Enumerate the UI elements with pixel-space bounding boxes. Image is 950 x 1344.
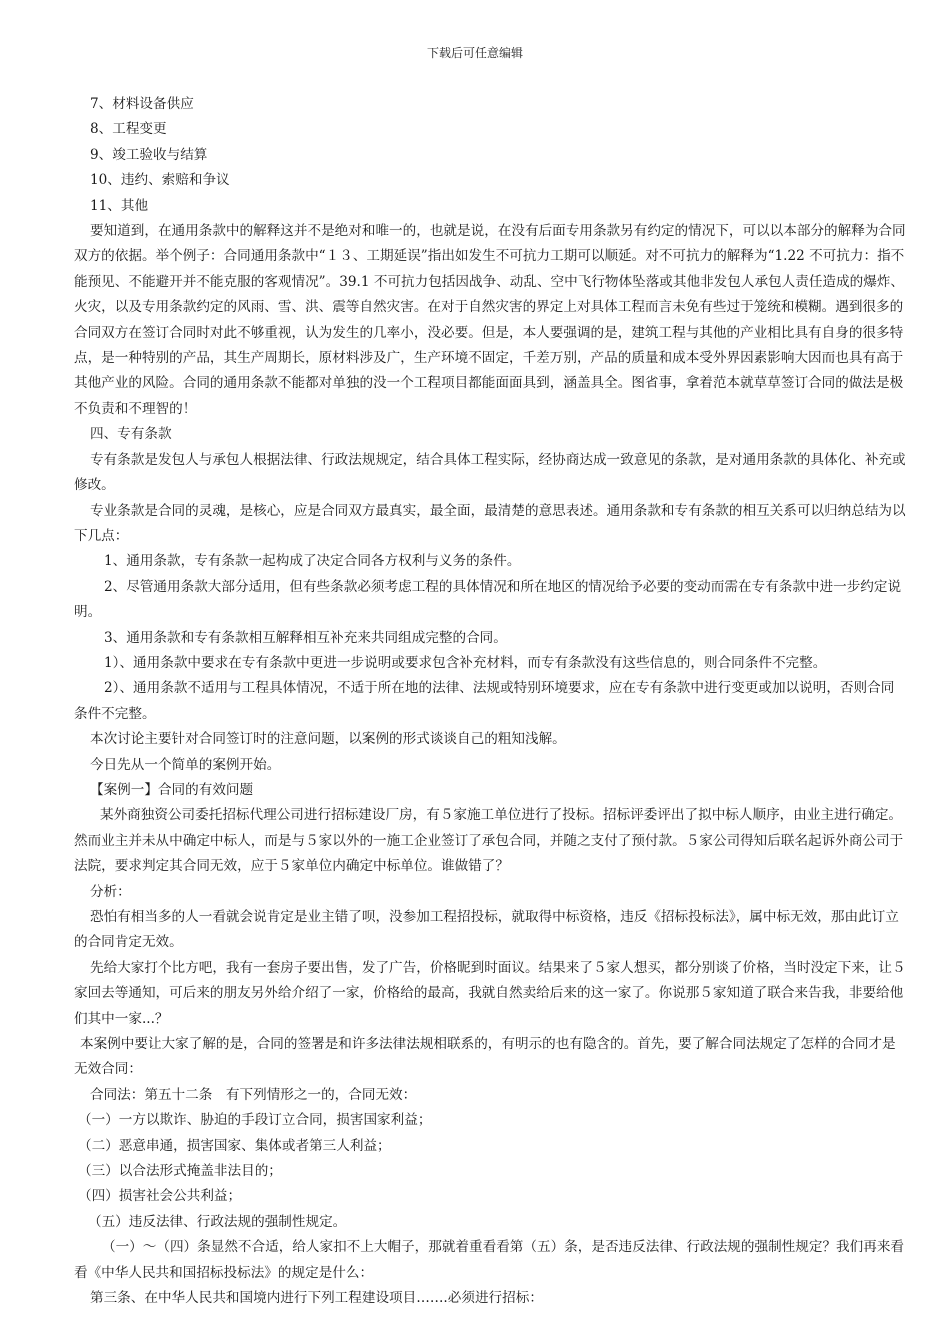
paragraph: （三）以合法形式掩盖非法目的； [78,1163,282,1180]
paragraph: 7、材料设备供应 [90,96,194,112]
paragraph: 四、专有条款 [90,426,172,443]
paragraph: 要知道到，在通用条款中的解释这并不是绝对和唯一的，也就是说，在没有后面专用条款另有约定的情况下，可以以本部分的解释为合同双方的依据。举个例子：合同通用条款中“１３、工期延误”指出如发生不可抗力工期可以顺延。对不可抗力的解释为“1.22 不可抗力：指不能预见、不能避开并不能克服的客观情况”。39.1 不可抗力包括因战争、动乱、空中飞行物体坠落或其他非发包人承包人责任造成的爆炸、火灾，以及专用条款约定的风雨、雪、洪、震等自然灾害。在对于自然灾害的界定上对具体工程而言未免有些过于笼统和模糊。遇到很多的合同双方在签订合同时对此不够重视，认为发生的几率小，没必要。但是，本人要强调的是，建筑工程与其他的产业相比具有自身的很多特点，是一种特别的产品，其生产周期长，原材料涉及广，生产环境不固定，千差万别，产品的质量和成本受外界因素影响大因而也具有高于其他产业的风险。合同的通用条款不能都对单独的没一个工程项目都能面面具到，涵盖具全。图省事，拿着范本就草草签订合同的做法是极不负责和不理智的！ [74,223,906,417]
paragraph: 本案例中要让大家了解的是，合同的签署是和许多法律法规相联系的，有明示的也有隐含的。首先，要了解合同法规定了怎样的合同才是无效合同： [74,1036,896,1078]
paragraph: 【案例一】合同的有效问题 [90,781,254,798]
paragraph: 1、通用条款，专有条款一起构成了决定合同各方权利与义务的条件。 [104,553,521,570]
paragraph: 第三条、在中华人民共和国境内进行下列工程建设项目…….必须进行招标： [90,1290,543,1307]
paragraph: 先给大家打个比方吧，我有一套房子要出售，发了广告，价格昵到时面议。结果来了５家人想买，都分别谈了价格，当时没定下来，让５家回去等通知，可后来的朋友另外给介绍了一家，价格给的最高，我就自然卖给后来的这一家了。你说那５家知道了联合来告我，非要给他们其中一家...？ [74,959,906,1027]
page-header: 下载后可任意编辑 [426,46,523,60]
document-body [74,92,906,1312]
paragraph: 分析： [90,883,131,900]
paragraph: 某外商独资公司委托招标代理公司进行招标建设厂房，有５家施工单位进行了投标。招标评委评出了拟中标人顺序，由业主进行确定。然而业主并未从中确定中标人，而是与５家以外的一施工企业签订了承包合同，并随之支付了预付款。５家公司得知后联名起诉外商公司于法院，要求判定其合同无效，应于５家单位内确定中标单位。谁做错了？ [74,807,904,875]
paragraph: （二）恶意串通，损害国家、集体或者第三人利益； [78,1137,391,1154]
paragraph: 8、工程变更 [90,121,167,138]
paragraph: 1）、通用条款中要求在专有条款中更进一步说明或要求包含补充材料，而专有条款没有这些信息的，则合同条件不完整。 [104,654,827,671]
paragraph: 2、尽管通用条款大部分适用，但有些条款必须考虑工程的具体情况和所在地区的情况给予必要的变动而需在专有条款中进一步约定说明。 [74,578,902,621]
paragraph: （五）违反法律、行政法规的强制性规定。 [88,1213,347,1230]
paragraph: 合同法：第五十二条 有下列情形之一的，合同无效： [90,1086,417,1103]
paragraph: 今日先从一个简单的案例开始。 [90,756,281,773]
paragraph: （四）损害社会公共利益； [78,1188,242,1205]
paragraph: （一）～（四）条显然不合适，给人家扣不上大帽子，那就着重看看第（五）条，是否违反法律、行政法规的强制性规定？我们再来看看《中华人民共和国招标投标法》的规定是什么： [74,1239,905,1281]
paragraph: 专有条款是发包人与承包人根据法律、行政法规规定，结合具体工程实际，经协商达成一致意见的条款，是对通用条款的具体化、补充或修改。 [74,451,906,494]
paragraph: 9、竣工验收与结算 [90,146,208,163]
paragraph: （一）一方以欺诈、胁迫的手段订立合同，损害国家利益； [78,1112,432,1129]
paragraph: 11、其他 [90,197,149,214]
paragraph: 3、通用条款和专有条款相互解释相互补充来共同组成完整的合同。 [104,629,507,646]
paragraph: 本次讨论主要针对合同签订时的注意问题，以案例的形式谈谈自己的粗知浅解。 [90,731,566,748]
paragraph: 恐怕有相当多的人一看就会说肯定是业主错了呗，没参加工程招投标，就取得中标资格，违反《招标投标法》，属中标无效，那由此订立的合同肯定无效。 [74,909,899,951]
paragraph: 专业条款是合同的灵魂，是核心，应是合同双方最真实，最全面，最清楚的意思表述。通用条款和专有条款的相互关系可以归纳总结为以下几点： [74,502,906,544]
paragraph: 10、违约、索赔和争议 [90,172,230,189]
paragraph: 2）、通用条款不适用与工程具体情况，不适于所在地的法律、法规或特别环境要求，应在专有条款中进行变更或加以说明，否则合同条件不完整。 [74,680,895,722]
